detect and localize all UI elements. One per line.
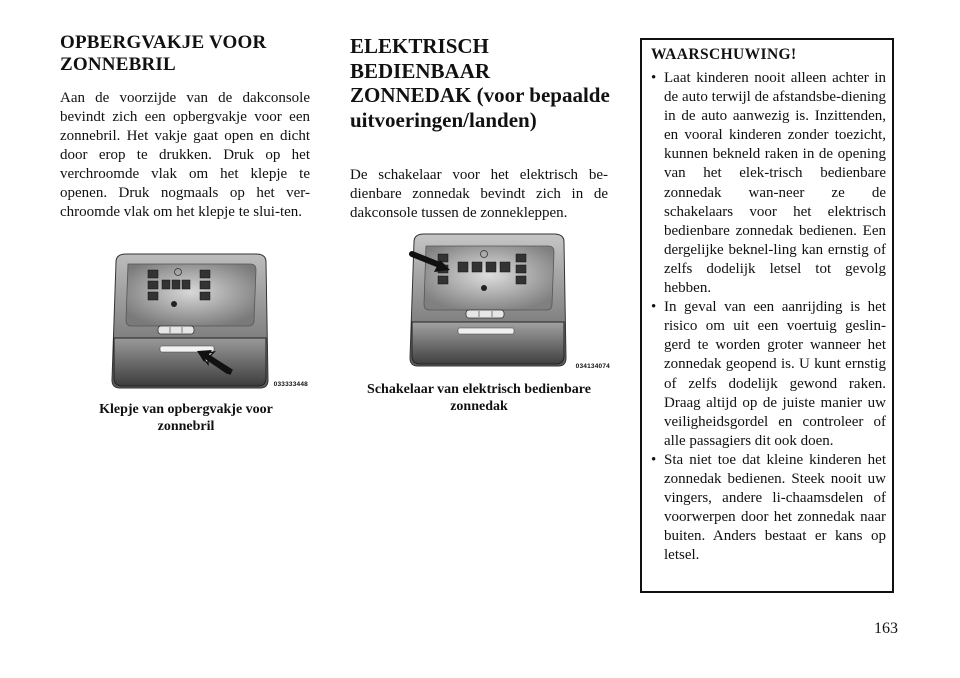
section-heading-sunglasses-bin (60, 32, 310, 76)
sunroof-heading-text: ELEKTRISCH BEDIENBAAR ZONNEDAK (voor bepaalde uitvoeringen/landen) (350, 34, 610, 132)
warning-item-text: Laat kinderen nooit alleen achter in de auto terwijl de afstandsbe-diening in de auto aanwezig is. Inzittenden, en vooral kinderen zonder toezicht, kunnen bekneld raken in de opening van het elek-trisch bedienbare zonnedak wan-neer ze de schakelaars voor het elektrisch bedienbare zonnedak bedienen. Een dergelijke beknel-ling kan ernstig of zelfs dodelijk letsel tot gevolg hebben. (664, 70, 886, 297)
warning-box (640, 38, 894, 593)
warning-title: WAARSCHUWING! (651, 46, 797, 63)
sunglasses-heading-text: OPBERGVAKJE VOOR ZONNEBRIL (60, 32, 267, 75)
warning-item (651, 298, 886, 451)
warning-item-text: Sta niet toe dat kleine kinderen het zonnedak bedienen. Steek nooit uw vingers, andere li-chaamsdelen of voorwerpen door het zonnedak naar buiten. Anders bestaat er kans op letsel. (664, 451, 886, 564)
overhead-console-illustration (104, 250, 310, 396)
warning-item-text: In geval van een aanrijding is het risico om uit een voertuig geslin-gerd te worden groter wanneer het zonnedak geopend is. U kunt ernstig of zelfs dodelijk gewond raken. Draag altijd op de juiste manier uw veiligheidsgordel en controleer of alle passagiers dit ook doen. (664, 299, 886, 449)
figure-code: 033333448 (273, 381, 308, 388)
sunroof-switch-illustration (404, 232, 612, 378)
warning-list (651, 69, 886, 565)
sunroof-body-text: De schakelaar voor het elektrisch be-dienbare zonnedak bevindt zich in de dakconsole tussen de zonnekleppen. (350, 167, 608, 221)
sunglasses-body-text: Aan de voorzijde van de dakconsole bevindt zich een opbergvakje voor een zonnebril. Het vakje gaat open en dicht door erop te drukken. Druk op het verchroomde vlak om het klepje te openen. Druk nogmaals op het ver-chroomde vlak om het klepje te slui-ten. (60, 90, 310, 220)
bullet-icon: • (651, 70, 657, 86)
warning-item (651, 69, 886, 298)
section-heading-power-sunroof (350, 34, 612, 132)
page-number: 163 (874, 620, 898, 637)
warning-item (651, 451, 886, 566)
sunroof-switch-figure (404, 232, 612, 378)
sunglasses-figure-caption: Klepje van opbergvakje voor zonnebril (99, 402, 273, 434)
overhead-console-sunglasses-figure (104, 250, 310, 396)
figure-code: 034134074 (575, 363, 610, 370)
sunroof-figure-caption: Schakelaar van elektrisch bedienbare zonnedak (367, 382, 591, 414)
bullet-icon: • (651, 451, 657, 468)
bullet-icon: • (651, 299, 657, 316)
